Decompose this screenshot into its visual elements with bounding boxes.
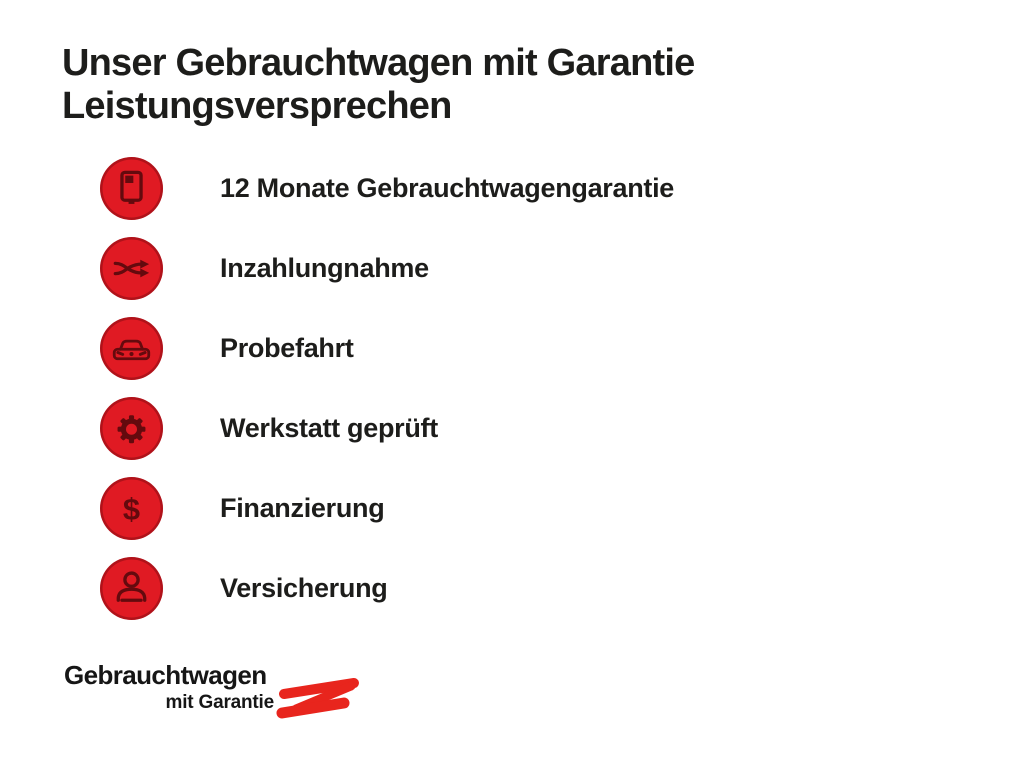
dollar-icon	[100, 477, 163, 540]
list-item-warranty	[100, 148, 674, 228]
benefit-label: Finanzierung	[220, 492, 385, 523]
list-item-workshop	[100, 388, 674, 468]
page-title-line1: Unser Gebrauchtwagen mit Garantie	[62, 42, 695, 84]
page-title-line2: Leistungsversprechen	[62, 84, 452, 127]
red-brush-swoosh-icon	[276, 676, 360, 720]
brand-logo	[64, 660, 276, 714]
benefits-list	[100, 148, 674, 628]
warranty-booklet-icon	[100, 157, 163, 220]
benefit-label: Versicherung	[220, 572, 388, 603]
dollar-glyph: $	[122, 491, 141, 527]
page-title	[62, 42, 694, 128]
car-icon	[100, 317, 163, 380]
brand-logo-line2: mit Garantie	[165, 692, 274, 713]
list-item-trade-in	[100, 228, 674, 308]
brand-logo-line1: Gebrauchtwagen	[64, 660, 267, 690]
person-icon	[100, 557, 163, 620]
trade-in-arrows-icon	[100, 237, 163, 300]
list-item-insurance	[100, 548, 674, 628]
list-item-financing	[100, 468, 674, 548]
list-item-test-drive	[100, 308, 674, 388]
benefit-label: Inzahlungnahme	[220, 252, 429, 283]
benefit-label: 12 Monate Gebrauchtwagengarantie	[220, 172, 675, 203]
benefit-label: Werkstatt geprüft	[220, 412, 438, 443]
benefit-label: Probefahrt	[220, 332, 354, 363]
gear-icon	[100, 397, 163, 460]
